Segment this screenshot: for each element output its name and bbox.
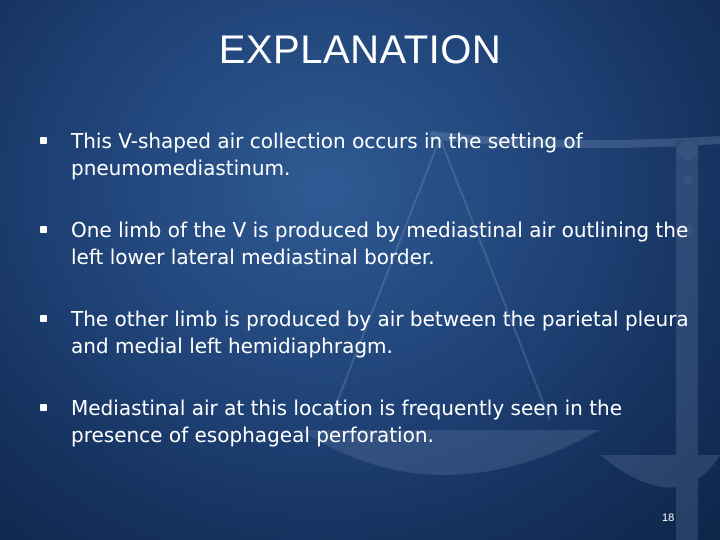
- bullet-text: This V-shaped air collection occurs in the setting of pneumomediastinum.: [71, 129, 583, 180]
- page-title: EXPLANATION: [218, 28, 502, 72]
- list-item: [40, 395, 700, 484]
- list-item: [40, 128, 700, 217]
- slide-number: 18: [662, 512, 675, 524]
- list-item: [40, 306, 700, 395]
- bullet-text: Mediastinal air at this location is frequently seen in the presence of esophageal perforation.: [71, 396, 623, 447]
- bullet-text: The other limb is produced by air between the parietal pleura and medial left hemidiaphragm.: [71, 307, 689, 358]
- bullet-list: [40, 128, 700, 484]
- square-bullet-icon: [40, 404, 47, 411]
- bullet-text: One limb of the V is produced by mediastinal air outlining the left lower lateral mediastinal border.: [71, 218, 689, 269]
- list-item: [40, 217, 700, 306]
- square-bullet-icon: [40, 315, 47, 322]
- square-bullet-icon: [40, 137, 47, 144]
- square-bullet-icon: [40, 226, 47, 233]
